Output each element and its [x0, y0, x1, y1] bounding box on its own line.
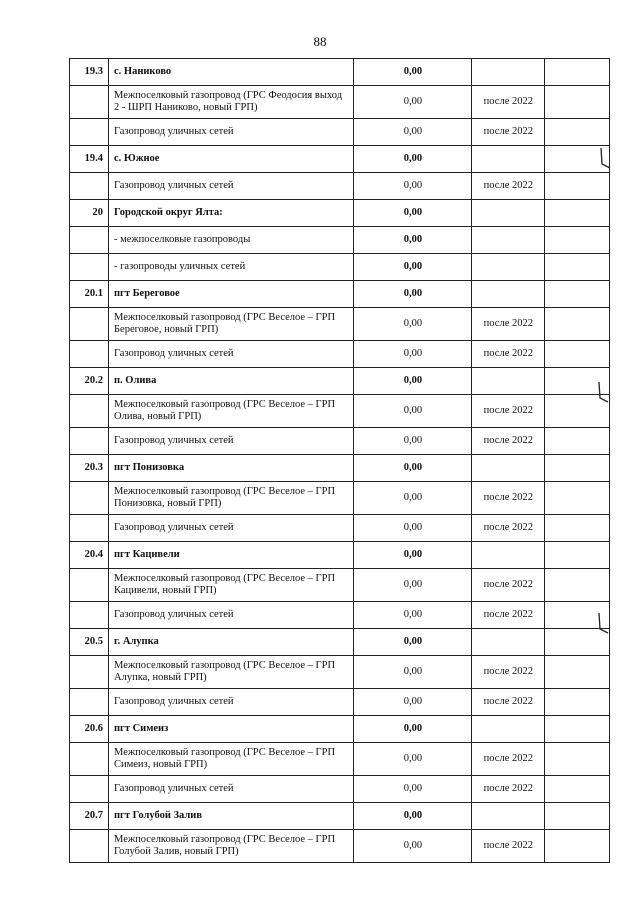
item-name-cell: с. Наниково [109, 59, 354, 86]
empty-cell [545, 716, 610, 743]
item-name-cell: Газопровод уличных сетей [109, 689, 354, 716]
gas-pipeline-table [69, 58, 610, 863]
row-number-cell [70, 656, 109, 689]
date-cell: после 2022 [472, 173, 545, 200]
date-cell: после 2022 [472, 743, 545, 776]
row-number-cell [70, 776, 109, 803]
table-row [70, 146, 610, 173]
date-cell [472, 146, 545, 173]
empty-cell [545, 569, 610, 602]
item-name-cell: Газопровод уличных сетей [109, 119, 354, 146]
table-row [70, 281, 610, 308]
row-number-cell [70, 428, 109, 455]
date-cell: после 2022 [472, 308, 545, 341]
empty-cell [545, 743, 610, 776]
empty-cell [545, 119, 610, 146]
value-cell: 0,00 [354, 515, 472, 542]
empty-cell [545, 776, 610, 803]
value-cell: 0,00 [354, 830, 472, 863]
value-cell: 0,00 [354, 482, 472, 515]
value-cell: 0,00 [354, 200, 472, 227]
table-row [70, 455, 610, 482]
row-number-cell [70, 119, 109, 146]
date-cell: после 2022 [472, 602, 545, 629]
empty-cell [545, 542, 610, 569]
table-row [70, 395, 610, 428]
table-row [70, 602, 610, 629]
date-cell [472, 227, 545, 254]
handwritten-check-mark [596, 380, 610, 404]
empty-cell [545, 227, 610, 254]
table-row [70, 227, 610, 254]
table-body [70, 59, 610, 863]
table-row [70, 689, 610, 716]
row-number-cell: 19.3 [70, 59, 109, 86]
row-number-cell: 20.7 [70, 803, 109, 830]
row-number-cell [70, 743, 109, 776]
row-number-cell [70, 515, 109, 542]
row-number-cell [70, 830, 109, 863]
value-cell: 0,00 [354, 776, 472, 803]
table-row [70, 86, 610, 119]
table-row [70, 119, 610, 146]
row-number-cell [70, 341, 109, 368]
table-row [70, 200, 610, 227]
date-cell: после 2022 [472, 119, 545, 146]
value-cell: 0,00 [354, 716, 472, 743]
date-cell: после 2022 [472, 656, 545, 689]
row-number-cell [70, 254, 109, 281]
row-number-cell: 20.1 [70, 281, 109, 308]
date-cell: после 2022 [472, 689, 545, 716]
value-cell: 0,00 [354, 227, 472, 254]
row-number-cell: 20.6 [70, 716, 109, 743]
item-name-cell: Газопровод уличных сетей [109, 341, 354, 368]
date-cell [472, 455, 545, 482]
item-name-cell: Межпоселковый газопровод (ГРС Веселое – ГРП Олива, новый ГРП) [109, 395, 354, 428]
table-row [70, 254, 610, 281]
empty-cell [545, 830, 610, 863]
item-name-cell: Газопровод уличных сетей [109, 428, 354, 455]
item-name-cell: Городской округ Ялта: [109, 200, 354, 227]
item-name-cell: Межпоселковый газопровод (ГРС Веселое – ГРП Алупка, новый ГРП) [109, 656, 354, 689]
handwritten-check-mark [598, 146, 612, 170]
table-row [70, 173, 610, 200]
value-cell: 0,00 [354, 173, 472, 200]
date-cell: после 2022 [472, 395, 545, 428]
date-cell: после 2022 [472, 515, 545, 542]
table-row [70, 830, 610, 863]
row-number-cell: 19.4 [70, 146, 109, 173]
item-name-cell: п. Олива [109, 368, 354, 395]
value-cell: 0,00 [354, 689, 472, 716]
date-cell [472, 368, 545, 395]
value-cell: 0,00 [354, 743, 472, 776]
row-number-cell: 20.5 [70, 629, 109, 656]
item-name-cell: пгт Кацивели [109, 542, 354, 569]
row-number-cell [70, 86, 109, 119]
empty-cell [545, 455, 610, 482]
date-cell [472, 629, 545, 656]
empty-cell [545, 59, 610, 86]
item-name-cell: с. Южное [109, 146, 354, 173]
table-row [70, 59, 610, 86]
value-cell: 0,00 [354, 803, 472, 830]
value-cell: 0,00 [354, 656, 472, 689]
value-cell: 0,00 [354, 59, 472, 86]
value-cell: 0,00 [354, 341, 472, 368]
value-cell: 0,00 [354, 569, 472, 602]
date-cell [472, 59, 545, 86]
row-number-cell [70, 602, 109, 629]
date-cell: после 2022 [472, 830, 545, 863]
row-number-cell: 20 [70, 200, 109, 227]
item-name-cell: пгт Голубой Залив [109, 803, 354, 830]
table-row [70, 428, 610, 455]
value-cell: 0,00 [354, 368, 472, 395]
empty-cell [545, 482, 610, 515]
date-cell: после 2022 [472, 776, 545, 803]
empty-cell [545, 341, 610, 368]
item-name-cell: Межпоселковый газопровод (ГРС Веселое – ГРП Симеиз, новый ГРП) [109, 743, 354, 776]
value-cell: 0,00 [354, 542, 472, 569]
item-name-cell: - межпоселковые газопроводы [109, 227, 354, 254]
empty-cell [545, 173, 610, 200]
table-row [70, 776, 610, 803]
table-row [70, 803, 610, 830]
table-row [70, 656, 610, 689]
table-row [70, 716, 610, 743]
value-cell: 0,00 [354, 254, 472, 281]
item-name-cell: Газопровод уличных сетей [109, 602, 354, 629]
row-number-cell [70, 308, 109, 341]
row-number-cell [70, 569, 109, 602]
value-cell: 0,00 [354, 281, 472, 308]
row-number-cell: 20.4 [70, 542, 109, 569]
item-name-cell: пгт Береговое [109, 281, 354, 308]
handwritten-check-mark [596, 611, 610, 635]
item-name-cell: Газопровод уличных сетей [109, 776, 354, 803]
table-row [70, 743, 610, 776]
item-name-cell: - газопроводы уличных сетей [109, 254, 354, 281]
empty-cell [545, 308, 610, 341]
date-cell: после 2022 [472, 428, 545, 455]
row-number-cell [70, 395, 109, 428]
row-number-cell: 20.3 [70, 455, 109, 482]
table-row [70, 515, 610, 542]
date-cell: после 2022 [472, 569, 545, 602]
table-row [70, 542, 610, 569]
page-number: 88 [313, 34, 327, 49]
item-name-cell: Межпоселковый газопровод (ГРС Веселое – ГРП Голубой Залив, новый ГРП) [109, 830, 354, 863]
value-cell: 0,00 [354, 395, 472, 428]
empty-cell [545, 689, 610, 716]
item-name-cell: Газопровод уличных сетей [109, 173, 354, 200]
row-number-cell [70, 689, 109, 716]
empty-cell [545, 428, 610, 455]
value-cell: 0,00 [354, 308, 472, 341]
item-name-cell: Газопровод уличных сетей [109, 515, 354, 542]
table-row [70, 569, 610, 602]
date-cell [472, 200, 545, 227]
date-cell: после 2022 [472, 86, 545, 119]
row-number-cell: 20.2 [70, 368, 109, 395]
table-row [70, 308, 610, 341]
row-number-cell [70, 227, 109, 254]
value-cell: 0,00 [354, 428, 472, 455]
row-number-cell [70, 482, 109, 515]
empty-cell [545, 803, 610, 830]
date-cell [472, 254, 545, 281]
date-cell [472, 803, 545, 830]
item-name-cell: Межпоселковый газопровод (ГРС Феодосия выход 2 - ШРП Наниково, новый ГРП) [109, 86, 354, 119]
table-row [70, 629, 610, 656]
date-cell [472, 281, 545, 308]
value-cell: 0,00 [354, 119, 472, 146]
item-name-cell: пгт Симеиз [109, 716, 354, 743]
empty-cell [545, 656, 610, 689]
date-cell [472, 542, 545, 569]
value-cell: 0,00 [354, 86, 472, 119]
date-cell: после 2022 [472, 341, 545, 368]
empty-cell [545, 254, 610, 281]
empty-cell [545, 86, 610, 119]
value-cell: 0,00 [354, 146, 472, 173]
value-cell: 0,00 [354, 629, 472, 656]
table-row [70, 341, 610, 368]
item-name-cell: г. Алупка [109, 629, 354, 656]
empty-cell [545, 200, 610, 227]
date-cell: после 2022 [472, 482, 545, 515]
item-name-cell: Межпоселковый газопровод (ГРС Веселое – ГРП Понизовка, новый ГРП) [109, 482, 354, 515]
table-row [70, 482, 610, 515]
empty-cell [545, 281, 610, 308]
row-number-cell [70, 173, 109, 200]
item-name-cell: Межпоселковый газопровод (ГРС Веселое – ГРП Кацивели, новый ГРП) [109, 569, 354, 602]
empty-cell [545, 515, 610, 542]
value-cell: 0,00 [354, 602, 472, 629]
item-name-cell: Межпоселковый газопровод (ГРС Веселое – ГРП Береговое, новый ГРП) [109, 308, 354, 341]
date-cell [472, 716, 545, 743]
value-cell: 0,00 [354, 455, 472, 482]
item-name-cell: пгт Понизовка [109, 455, 354, 482]
table-row [70, 368, 610, 395]
